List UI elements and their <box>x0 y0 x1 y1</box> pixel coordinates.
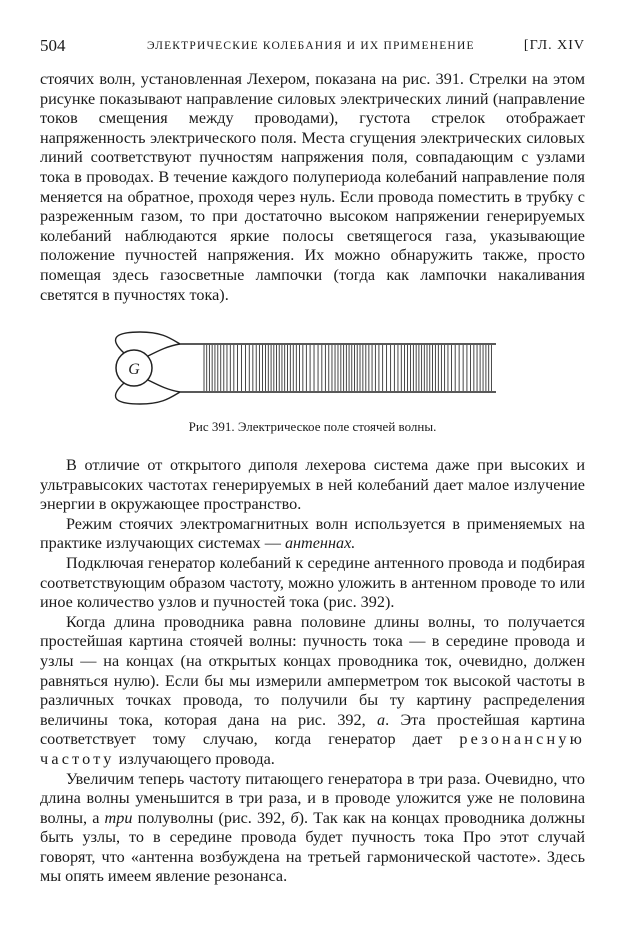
figure-391 <box>100 328 530 410</box>
text-run: . Эта простейшая картина соответствует тому случаю, когда генератор дает <box>40 710 586 749</box>
page-number: 504 <box>40 36 66 55</box>
generator-label: G <box>128 361 140 378</box>
upper-wire-lead <box>116 332 200 353</box>
paragraph <box>40 770 585 888</box>
paragraph: стоячих волн, установленная Лехером, показана на рис. 391. Стрелки на этом рисунке показывают направление силовых электрических линий (направление токов смещения между проводами), густота стрелок отображает напряженность электрического поля. Места сгущения электрических силовых линий соответствуют пучностям напряжения поля, совпадающим с узлами тока в проводах. В течение каждого полупериода колебаний направление поля меняется на обратное, проходя через нуль. Если провода поместить в трубку с разреженным газом, то при достаточно высоком напряжении генерируемых колебаний наблюдаются яркие полосы светящегося газа, указывающие положение пучностей напряжения. Их можно обнаружить также, просто помещая здесь газосветные лампочки (тогда как лампочки накаливания светятся в пучностях тока). <box>40 70 585 304</box>
italic-term: б <box>290 808 299 827</box>
page-header <box>40 36 585 58</box>
italic-term: три <box>104 808 133 827</box>
generator <box>116 350 152 386</box>
lower-wire-lead <box>116 383 200 404</box>
running-title: ЭЛЕКТРИЧЕСКИЕ КОЛЕБАНИЯ И ИХ ПРИМЕНЕНИЕ <box>147 40 475 52</box>
paragraph <box>40 613 585 770</box>
text-run: излучающего провода. <box>114 749 275 768</box>
lower-inner-lead <box>148 380 180 392</box>
chapter-marker: [ГЛ. XIV <box>523 38 585 53</box>
text-bottom <box>40 456 585 887</box>
paragraph: Подключая генератор колебаний к середине антенного провода и подбирая соответствующим образом частоту, можно уложить в антенном проводе то или иное количество узлов и пучностей тока (рис. 392). <box>40 553 585 612</box>
text-top <box>40 70 585 305</box>
text-run: полуволны (рис. 392, <box>132 808 291 827</box>
upper-inner-lead <box>148 344 180 356</box>
text-run: Режим стоячих электромагнитных волн используется в применяемых на практике излучающих системах — <box>40 514 585 553</box>
figure-caption: Рис 391. Электрическое поле стоячей волны. <box>188 419 437 434</box>
italic-term: а <box>377 710 386 729</box>
text-run: Увеличим теперь частоту питающего генератора в три раза. Очевидно, что длина волны уменьшится в три раза, и в проводе уложится уже не половина волны, а <box>40 769 585 827</box>
text-run: ). Так как на концах проводника должны быть узлы, то в середине провода будет пучность тока Про этот случай говорят, что «антенна возбуждена на третьей гармонической частоте». Здесь мы опять имеем явление резонанса. <box>40 808 585 886</box>
paragraph <box>40 515 585 554</box>
paragraph: В отличие от открытого диполя лехерова система даже при высоких и ультравысоких частотах генерируемых в ней колебаний дает малое излучение энергии в окружающее пространство. <box>40 456 585 514</box>
italic-term: антеннах. <box>284 534 356 553</box>
text-run: Когда длина проводника равна половине длины волны, то получается простейшая картина стоячей волны: пучность тока — в середине провода и узлы — на концах (на открытых концах проводника ток, очевидно, должен равняться нулю). Если бы мы измерили амперметром ток высокой частоты в различных точках провода, то получили бы ту картину распределения величины тока, которая дана на рис. 392, <box>40 612 585 729</box>
spaced-term: резонансную частоту <box>40 730 585 768</box>
field-lines <box>204 345 491 391</box>
